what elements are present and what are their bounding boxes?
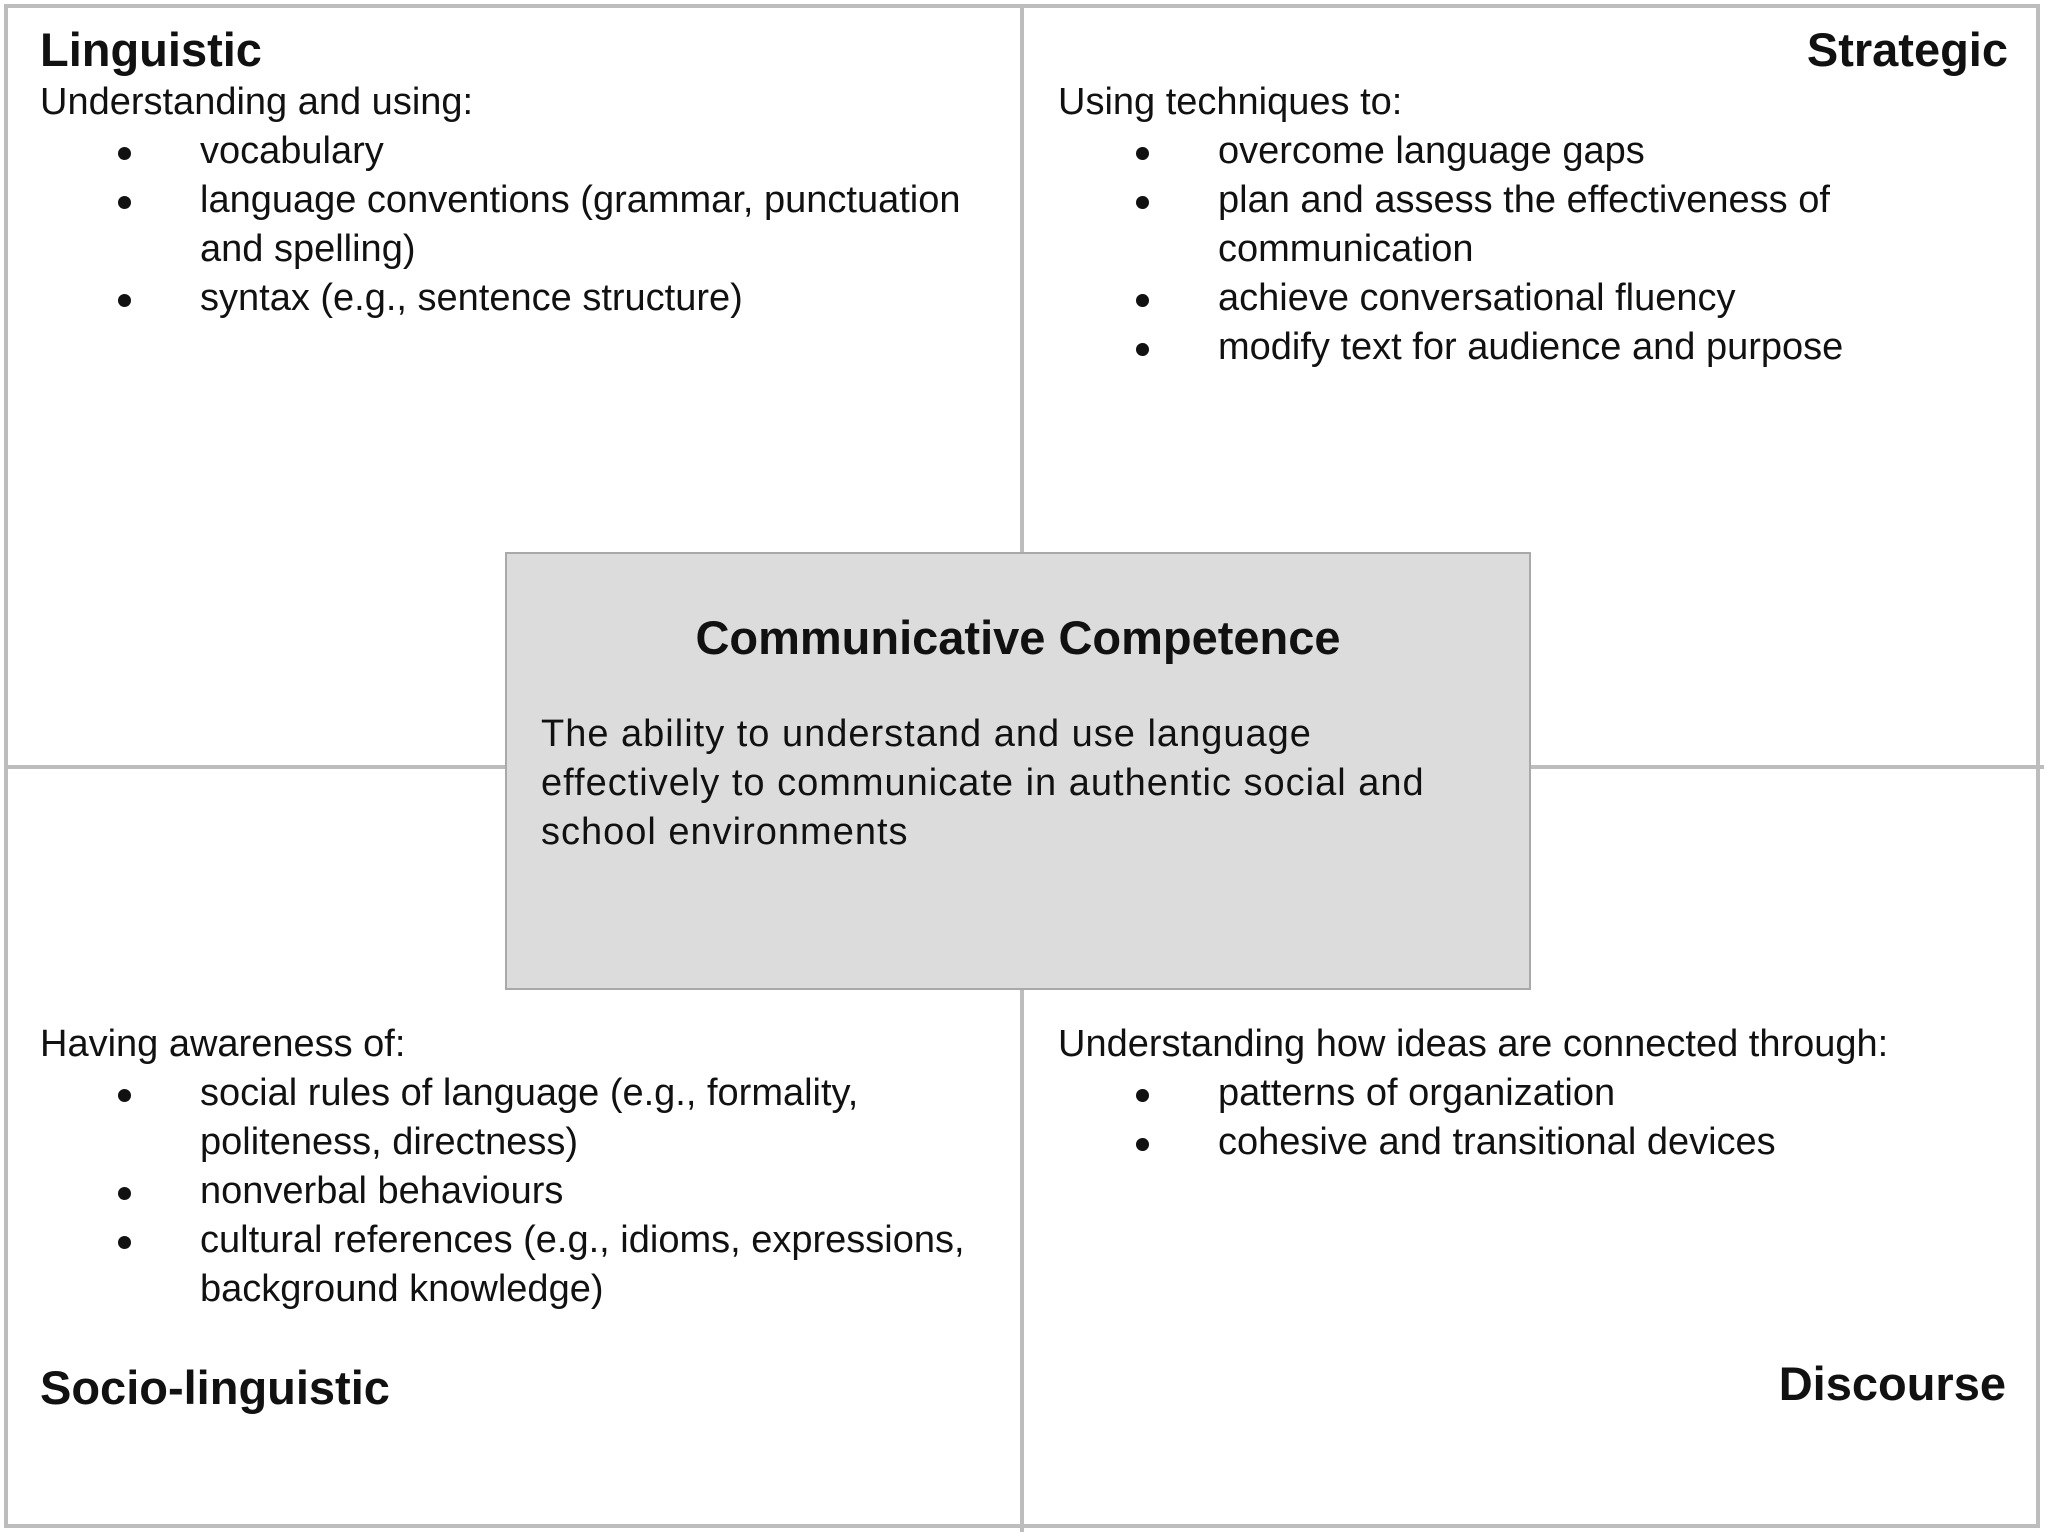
bullet-icon xyxy=(118,1236,131,1249)
bullet-icon xyxy=(118,1089,131,1102)
list-item-text: nonverbal behaviours xyxy=(200,1170,564,1212)
list-item-text: cohesive and transitional devices xyxy=(1218,1121,1776,1163)
quadrant-discourse xyxy=(1058,1020,2008,1167)
strategic-title: Strategic xyxy=(1806,23,2008,76)
list-item-text: modify text for audience and purpose xyxy=(1218,326,1844,368)
strategic-list xyxy=(1058,127,2008,372)
bullet-icon xyxy=(1136,196,1149,209)
list-item xyxy=(40,274,1000,323)
list-item xyxy=(1058,274,2008,323)
discourse-title: Discourse xyxy=(1778,1357,2006,1410)
bullet-icon xyxy=(1136,147,1149,160)
bullet-icon xyxy=(1136,1138,1149,1151)
list-item xyxy=(40,176,1000,274)
list-item-text: language conventions (grammar, punctuation and spelling) xyxy=(200,179,961,270)
bullet-icon xyxy=(118,147,131,160)
quadrant-strategic xyxy=(1058,22,2008,372)
center-description: The ability to understand and use language effectively to communicate in authentic social and school environments xyxy=(541,713,1425,853)
list-item-text: vocabulary xyxy=(200,130,384,172)
list-item xyxy=(1058,1118,2008,1167)
center-box xyxy=(505,552,1531,990)
bullet-icon xyxy=(118,1187,131,1200)
list-item xyxy=(40,1216,1000,1314)
list-item-text: cultural references (e.g., idioms, expressions, background knowledge) xyxy=(200,1219,965,1310)
bullet-icon xyxy=(1136,294,1149,307)
discourse-list xyxy=(1058,1069,2008,1167)
list-item xyxy=(1058,1069,2008,1118)
bullet-icon xyxy=(1136,1089,1149,1102)
list-item-text: plan and assess the effectiveness of communication xyxy=(1218,179,1830,270)
list-item-text: patterns of organization xyxy=(1218,1072,1616,1114)
list-item-text: overcome language gaps xyxy=(1218,130,1645,172)
list-item xyxy=(40,127,1000,176)
bullet-icon xyxy=(1136,343,1149,356)
center-title: Communicative Competence xyxy=(695,611,1341,664)
strategic-intro: Using techniques to: xyxy=(1058,81,1403,123)
list-item xyxy=(40,1069,1000,1167)
list-item xyxy=(40,1167,1000,1216)
list-item-text: social rules of language (e.g., formality, politeness, directness) xyxy=(200,1072,859,1163)
linguistic-intro: Understanding and using: xyxy=(40,81,474,123)
list-item xyxy=(1058,323,2008,372)
socio-linguistic-intro: Having awareness of: xyxy=(40,1023,406,1065)
socio-linguistic-title: Socio-linguistic xyxy=(40,1361,390,1414)
bullet-icon xyxy=(118,294,131,307)
discourse-intro: Understanding how ideas are connected through: xyxy=(1058,1023,1889,1065)
list-item-text: syntax (e.g., sentence structure) xyxy=(200,277,743,319)
list-item xyxy=(1058,176,2008,274)
linguistic-list xyxy=(40,127,1000,323)
linguistic-title: Linguistic xyxy=(40,23,262,76)
socio-linguistic-list xyxy=(40,1069,1000,1314)
list-item-text: achieve conversational fluency xyxy=(1218,277,1736,319)
quadrant-socio-linguistic xyxy=(40,1020,1000,1314)
quadrant-linguistic xyxy=(40,22,1000,323)
list-item xyxy=(1058,127,2008,176)
bullet-icon xyxy=(118,196,131,209)
